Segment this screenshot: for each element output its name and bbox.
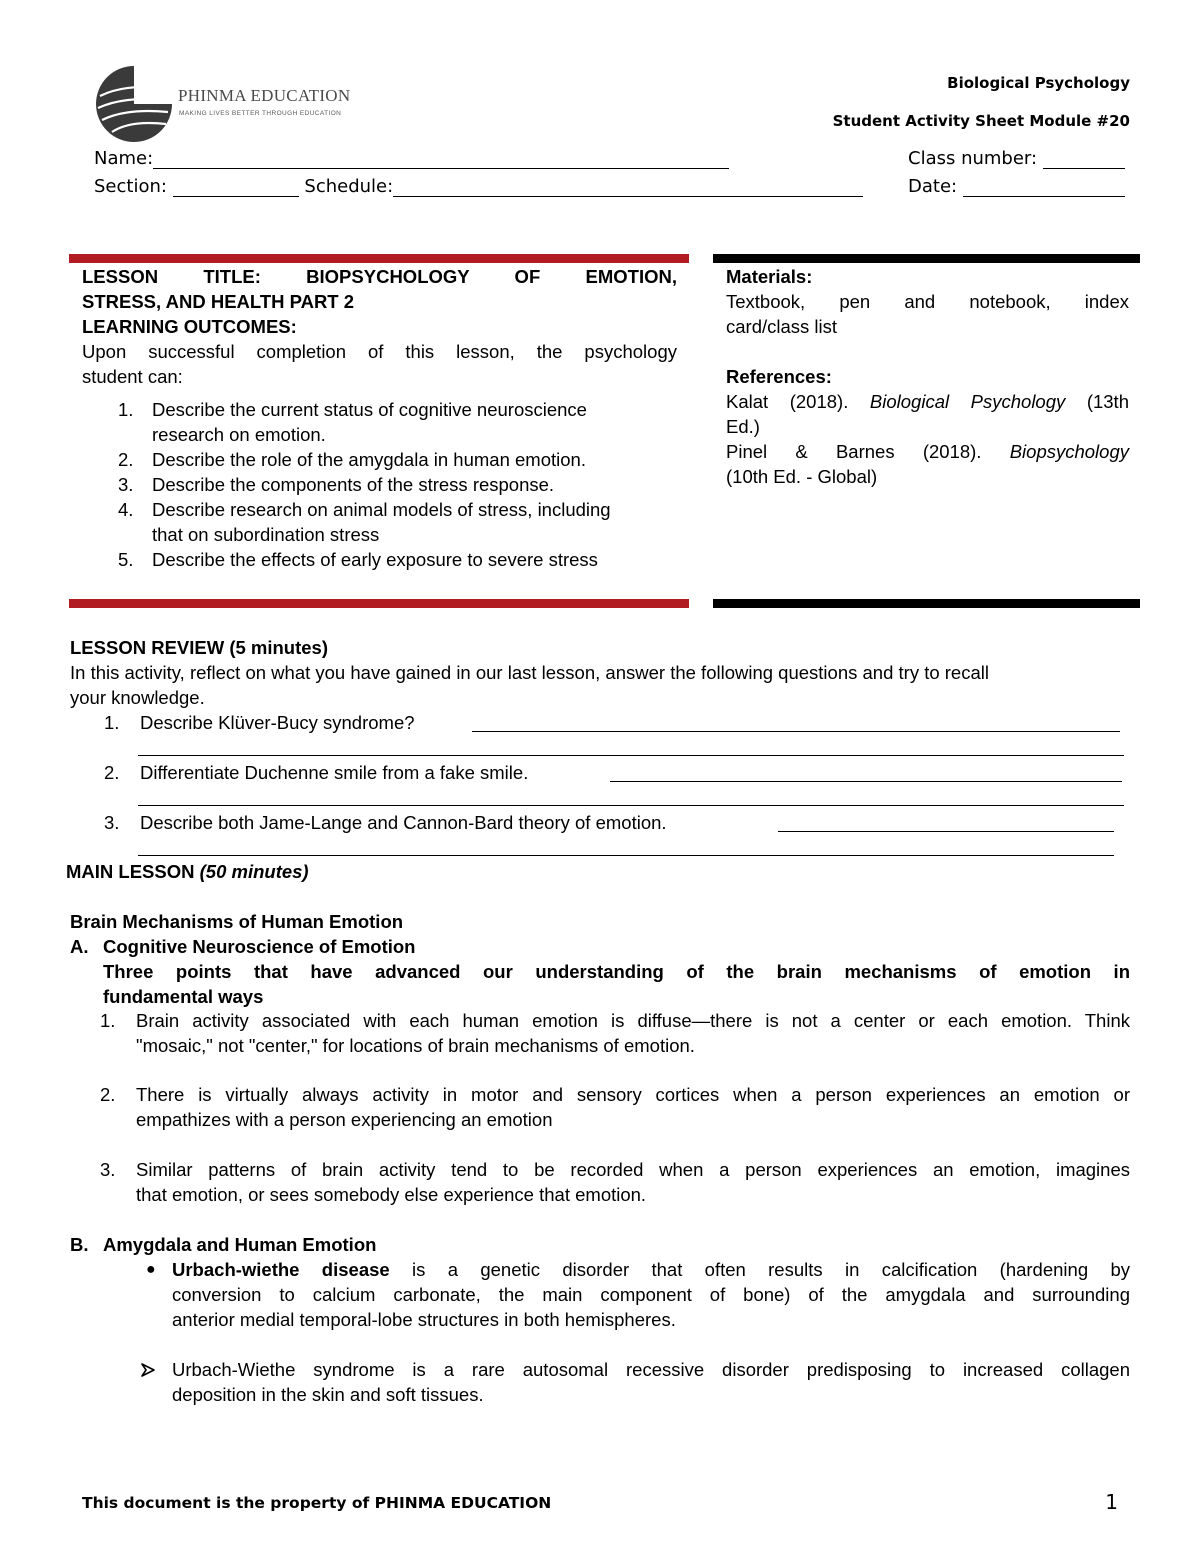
logo-name: PHINMA EDUCATION [178,86,351,105]
class-number-input-line[interactable] [1043,150,1125,169]
review-intro-line1: In this activity, reflect on what you have gained in our last lesson, answer the following questions and try to recall [70,662,989,683]
point-2-line1: There is virtually always activity in motor and sensory cortices when a person experiences an emotion or [136,1084,1130,1105]
section-a-subtitle-line1: Three points that have advanced our understanding of the brain mechanisms of emotion in [103,961,1130,982]
list-item: 3. Describe the components of the stress response. [118,474,555,495]
module-title: Student Activity Sheet Module #20 [832,112,1130,130]
materials-box [726,264,1129,489]
date-label: Date: [908,176,958,197]
section-label: Section: [94,176,167,197]
list-item: 5. Describe the effects of early exposure to severe stress [118,549,598,570]
list-item: 4. Describe research on animal models of stress, including that on subordination stress [118,499,611,545]
question-3-number: 3. [104,812,120,833]
name-label: Name: [94,148,154,169]
bullet-line1: Urbach-wiethe disease is a genetic disorder that often results in calcification (hardening by [172,1259,1130,1280]
date-field [908,176,1125,197]
reference-2: Pinel & Barnes (2018). Biopsychology [726,441,1129,462]
reference-2-line2: (10th Ed. - Global) [726,466,878,487]
bullet-icon: ● [146,1261,156,1278]
learning-outcomes-list [82,397,677,572]
course-title: Biological Psychology [947,74,1130,92]
bullet-line2: conversion to calcium carbonate, the main component of bone) of the amygdala and surrounding [172,1284,1130,1305]
lesson-title-line2: STRESS, AND HEALTH PART 2 [82,291,355,312]
learning-outcomes-heading: LEARNING OUTCOMES: [82,316,297,337]
main-lesson-heading: MAIN LESSON (50 minutes) [66,861,309,882]
point-1-line1: Brain activity associated with each human emotion is diffuse—there is not a center or each emotion. Think [136,1010,1130,1031]
page-number: 1 [1105,1490,1118,1514]
question-1: Describe Klüver-Bucy syndrome? [140,712,415,733]
materials-box-top-bar [713,254,1140,263]
answer-line-3b[interactable] [138,855,1114,856]
materials-line2: card/class list [726,316,838,337]
class-number-label: Class number: [908,148,1038,169]
outcomes-intro-line2: student can: [82,366,183,387]
footer-text: This document is the property of PHINMA EDUCATION [82,1494,552,1512]
answer-line-3a[interactable] [778,831,1114,832]
lesson-box-bottom-bar [69,599,689,608]
section-input-line[interactable] [173,178,299,197]
outcomes-intro-line1: Upon successful completion of this lesson, the psychology [82,341,677,362]
question-1-number: 1. [104,712,120,733]
arrow-line1: Urbach-Wiethe syndrome is a rare autosomal recessive disorder predisposing to increased collagen [172,1359,1130,1380]
section-b-label: B. [70,1234,89,1255]
point-3-number: 3. [100,1159,116,1180]
references-heading: References: [726,366,832,387]
answer-line-2a[interactable] [610,781,1122,782]
materials-box-bottom-bar [713,599,1140,608]
point-2-line2: empathizes with a person experiencing an emotion [136,1109,553,1130]
bullet-line3: anterior medial temporal-lobe structures in both hemispheres. [172,1309,676,1330]
lesson-box-top-bar [69,254,689,263]
review-heading: LESSON REVIEW (5 minutes) [70,637,329,658]
materials-heading: Materials: [726,266,813,287]
reference-1: Kalat (2018). Biological Psychology (13th [726,391,1129,412]
answer-line-1a[interactable] [472,731,1120,732]
section-title: Brain Mechanisms of Human Emotion [70,911,404,932]
arrow-bullet-icon [140,1362,156,1378]
class-number-field [908,148,1125,169]
question-3: Describe both Jame-Lange and Cannon-Bard theory of emotion. [140,812,667,833]
section-field [94,176,863,197]
logo-tagline: MAKING LIVES BETTER THROUGH EDUCATION [179,110,342,117]
date-input-line[interactable] [963,178,1125,197]
point-3-line1: Similar patterns of brain activity tend to be recorded when a person experiences an emotion, imagines [136,1159,1130,1180]
question-2-number: 2. [104,762,120,783]
name-input-line[interactable] [153,150,729,169]
point-1-line2: "mosaic," not "center," for locations of brain mechanisms of emotion. [136,1035,695,1056]
point-1-number: 1. [100,1010,116,1031]
schedule-input-line[interactable] [393,178,863,197]
section-b-title: Amygdala and Human Emotion [103,1234,377,1255]
schedule-label: Schedule: [304,176,394,197]
arrow-line2: deposition in the skin and soft tissues. [172,1384,484,1405]
review-intro-line2: your knowledge. [70,687,205,708]
point-2-number: 2. [100,1084,116,1105]
materials-line1: Textbook, pen and notebook, index [726,291,1129,312]
section-a-label: A. [70,936,89,957]
section-a-title: Cognitive Neuroscience of Emotion [103,936,416,957]
point-3-line2: that emotion, or sees somebody else experience that emotion. [136,1184,647,1205]
question-2: Differentiate Duchenne smile from a fake smile. [140,762,529,783]
name-field [94,148,729,169]
section-a-subtitle-line2: fundamental ways [103,986,264,1007]
answer-line-1b[interactable] [138,755,1124,756]
reference-1-line2: Ed.) [726,416,760,437]
list-item: 1. Describe the current status of cognitive neuroscience research on emotion. [118,399,587,445]
answer-line-2b[interactable] [138,805,1124,806]
lesson-title-line1: LESSON TITLE: BIOPSYCHOLOGY OF EMOTION, [82,266,677,287]
lesson-box [82,264,677,572]
list-item: 2. Describe the role of the amygdala in human emotion. [118,449,586,470]
